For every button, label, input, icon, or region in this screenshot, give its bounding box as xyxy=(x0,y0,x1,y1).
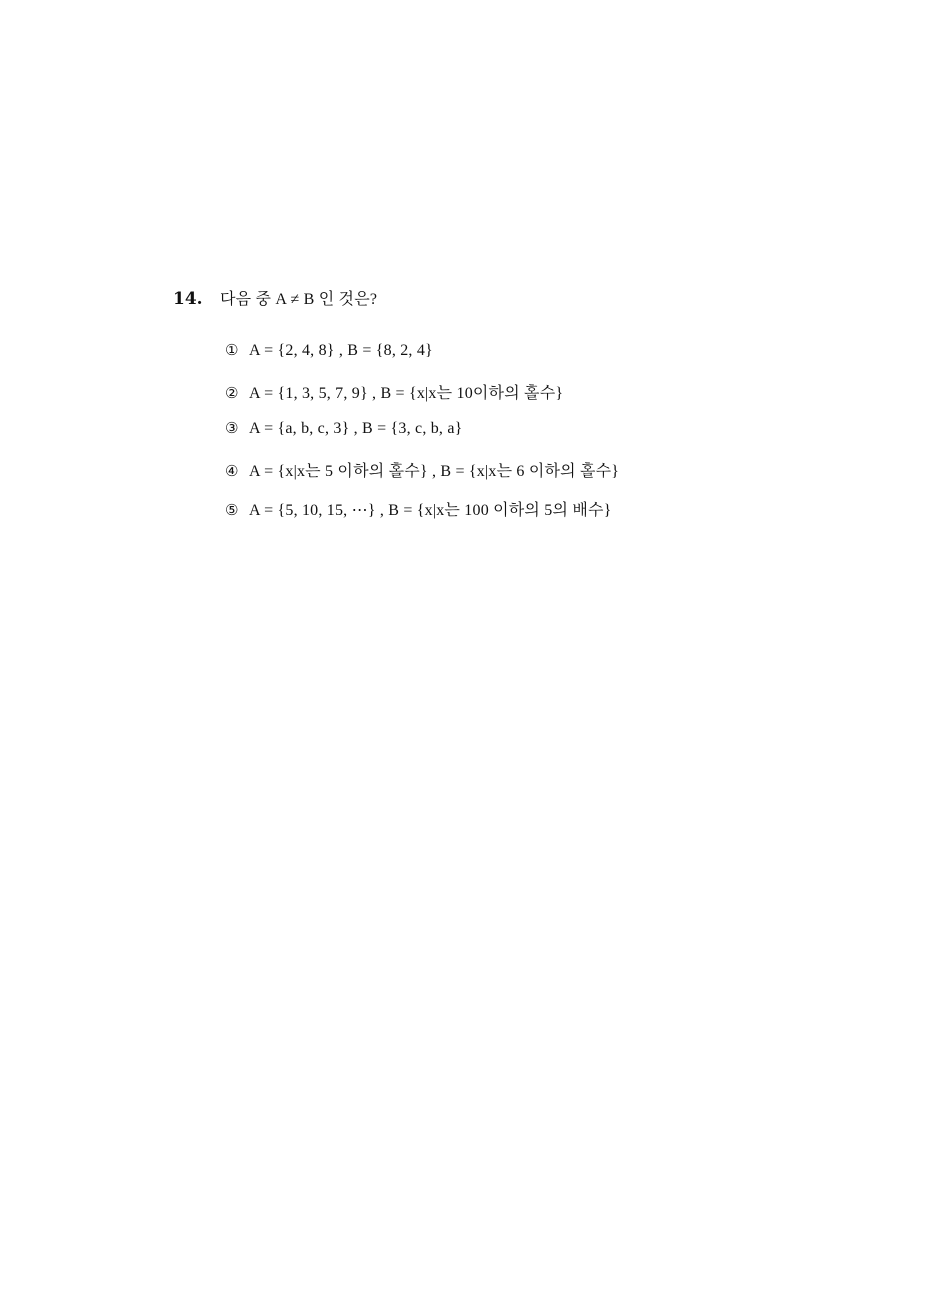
choice-text: A = {2, 4, 8} , B = {8, 2, 4} xyxy=(249,342,433,359)
choice-marker: ① xyxy=(225,341,239,359)
choice-marker: ④ xyxy=(225,462,239,480)
question-stem: 다음 중 A ≠ B 인 것은? xyxy=(220,291,378,308)
answer-choices xyxy=(225,341,873,536)
choice-3[interactable] xyxy=(225,419,873,458)
choice-2[interactable] xyxy=(225,380,873,419)
choice-marker: ② xyxy=(225,384,239,402)
choice-text: A = {x|x는 5 이하의 홀수} , B = {x|x는 6 이하의 홀수} xyxy=(249,463,620,480)
choice-text: A = {1, 3, 5, 7, 9} , B = {x|x는 10이하의 홀수} xyxy=(249,385,564,402)
choice-marker: ③ xyxy=(225,419,239,437)
choice-marker: ⑤ xyxy=(225,501,239,519)
question-header xyxy=(173,286,873,312)
choice-text: A = {a, b, c, 3} , B = {3, c, b, a} xyxy=(249,420,463,437)
choice-text: A = {5, 10, 15, ⋯} , B = {x|x는 100 이하의 5의 배수} xyxy=(249,502,612,519)
question-14 xyxy=(173,286,873,552)
choice-4[interactable] xyxy=(225,458,873,497)
choice-5[interactable] xyxy=(225,497,873,536)
question-number: 14. xyxy=(173,289,203,309)
choice-1[interactable] xyxy=(225,341,873,380)
